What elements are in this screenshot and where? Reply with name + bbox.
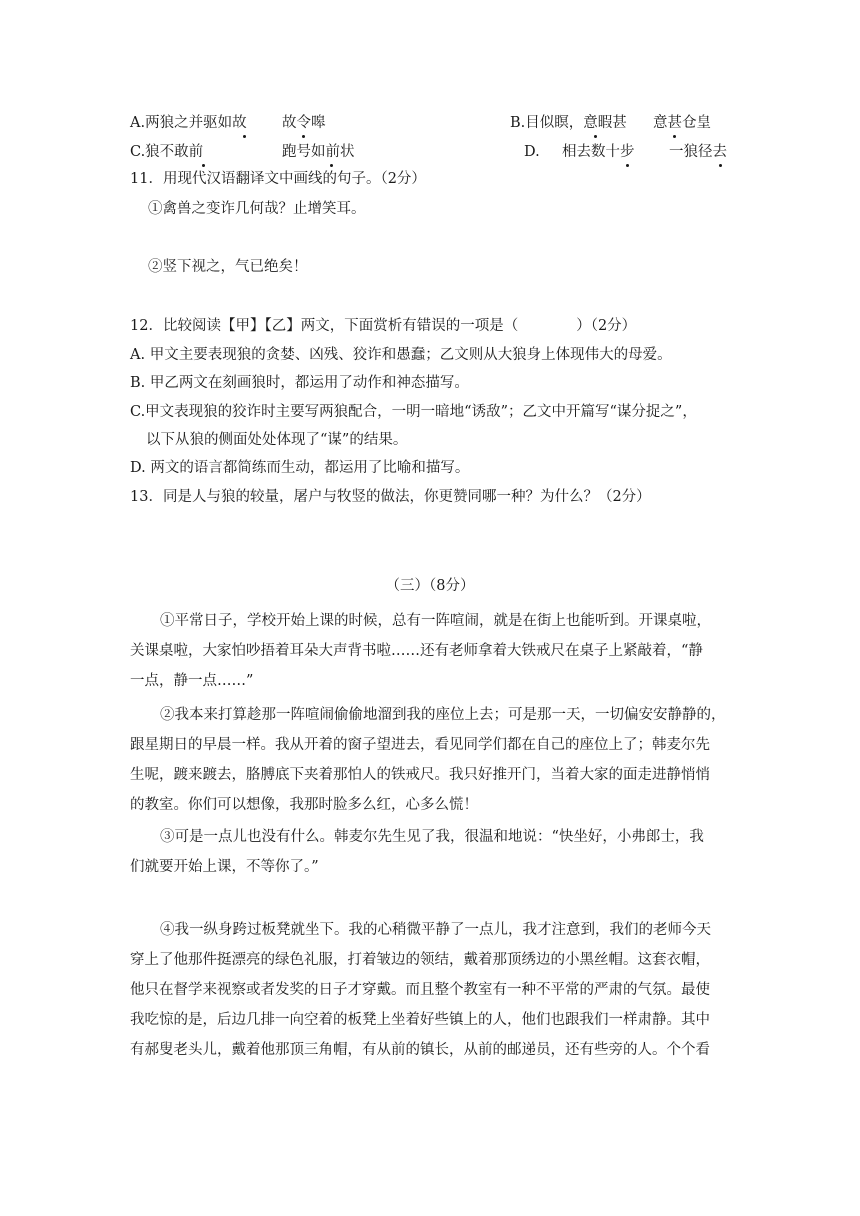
q12-stem: 12．比较阅读【甲】【乙】两文，下面赏析有错误的一项是（ ）（2分） [130,318,637,334]
q12-option-b: B. 甲乙两文在刻画狼时，都运用了动作和神态描写。 [130,375,469,391]
paragraph-4 [130,915,730,1065]
section-title: （三）（8分） [385,578,475,594]
paragraph-line: 穿上了他那件挺漂亮的绿色礼服，打着皱边的领结，戴着那顶绣边的小黑丝帽。这套衣帽， [130,952,710,968]
q10-option-c [130,142,203,162]
q12-option-c-line2: 以下从狼的侧面处处体现了“谋”的结果。 [146,432,408,448]
q11-item-1: ①禽兽之变诈几何哉？止增笑耳。 [148,201,366,217]
q10-option-d-text: D. [524,144,540,160]
paragraph-3 [130,822,730,882]
paragraph-line: 他只在督学来视察或者发奖的日子才穿戴。而且整个教室有一种不平常的严肃的气氛。最使 [130,982,710,998]
q10-option-d-2 [562,142,635,162]
emphasis-dot [594,135,597,138]
q10-option-a-text: A.两狼之并驱如故 [130,115,247,131]
q10-option-c2-text: 跑号如前状 [282,144,355,160]
paragraph-line: ②我本来打算趁那一阵喧闹偷偷地溜到我的座位上去；可是那一天，一切偏安安静静的， [160,707,726,723]
emphasis-dot [330,164,333,167]
paragraph-line: ④我一纵身跨过板凳就坐下。我的心稍微平静了一点儿，我才注意到，我们的老师今天 [160,922,711,938]
q10-option-a2-text: 故令嗥 [282,115,326,131]
q13-stem: 13．同是人与狼的较量，屠户与牧竖的做法，你更赞同哪一种？为什么？（2分） [130,489,651,505]
q10-option-d3-text: 一狼径去 [669,144,727,160]
q11-stem: 11．用现代汉语翻译文中画线的句子。（2分） [130,171,426,187]
q11-item-2: ②竖下视之，气已绝矣！ [148,259,308,275]
paragraph-line: ①平常日子，学校开始上课的时候，总有一阵喧闹，就是在街上也能听到。开课桌啦， [160,613,711,629]
q10-option-d-3 [669,142,727,162]
q10-option-c-2 [282,142,355,162]
q12-option-d: D. 两文的语言都简练而生动，都运用了比喻和描写。 [130,460,470,476]
paragraph-line: 关课桌啦，大家怕吵捂着耳朵大声背书啦……还有老师拿着大铁戒尺在桌子上紧敲着，“静 [130,643,703,659]
emphasis-dot [719,164,722,167]
q10-option-b [510,113,627,133]
q10-option-a [130,113,247,133]
paragraph-line: 有郝叟老头儿，戴着他那顶三角帽，有从前的镇长，从前的邮递员，还有些旁的人。个个看 [130,1042,710,1058]
paragraph-line: 生呢，踱来踱去，胳膊底下夹着那怕人的铁戒尺。我只好推开门，当着大家的面走进静悄悄 [130,767,710,783]
paragraph-line: 一点，静一点……” [130,673,254,689]
q10-option-d2-text: 相去数十步 [562,144,635,160]
paragraph-1 [130,606,730,696]
q12-option-a: A. 甲文主要表现狼的贪婪、凶残、狡诈和愚蠢；乙文则从大狼身上体现伟大的母爱。 [130,347,672,363]
q10-option-d [524,142,540,162]
q10-option-c-text: C.狼不敢前 [130,144,204,160]
paragraph-line: 的教室。你们可以想像，我那时脸多么红，心多么慌！ [130,797,478,813]
q10-option-b-2 [653,113,711,133]
paragraph-line: ③可是一点儿也没有什么。韩麦尔先生见了我，很温和地说：“快坐好，小弗郎士，我 [160,829,704,845]
paragraph-line: 跟星期日的早晨一样。我从开着的窗子望进去，看见同学们都在自己的座位上了；韩麦尔先 [130,737,710,753]
q10-option-b2-text: 意甚仓皇 [653,115,711,131]
paragraph-2 [130,700,730,820]
paragraph-line: 们就要开始上课，不等你了。” [130,859,319,875]
q12-option-c-line1: C.甲文表现狼的狡诈时主要写两狼配合，一明一暗地“诱敌”；乙文中开篇写“谋分捉之”， [130,404,697,420]
emphasis-dot [626,164,629,167]
emphasis-dot [202,164,205,167]
emphasis-dot [673,135,676,138]
paragraph-line: 我吃惊的是，后边几排一向空着的板凳上坐着好些镇上的人，他们也跟我们一样肃静。其中 [130,1012,710,1028]
emphasis-dot [243,135,246,138]
emphasis-dot [302,135,305,138]
q10-option-b-text: B.目似瞑，意暇甚 [510,115,627,131]
q10-option-a-2 [282,113,326,133]
